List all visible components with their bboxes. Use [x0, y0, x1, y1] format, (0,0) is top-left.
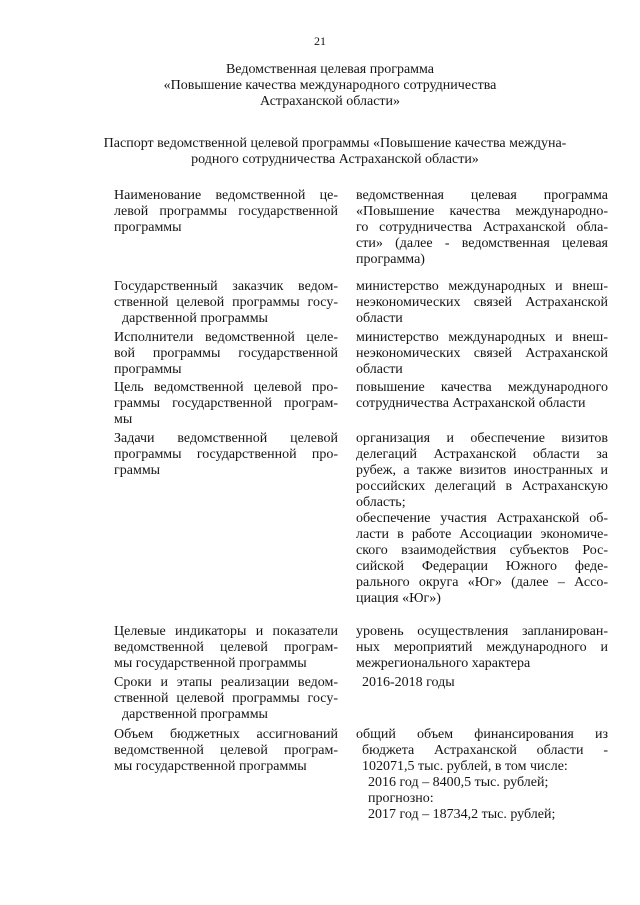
label-line: дарственной программы: [122, 311, 268, 326]
row-label-timeline: [114, 675, 338, 723]
value-line: ского взаимодействия субъектов Рос-: [356, 543, 608, 558]
value-line: министерство международных и внеш-: [356, 279, 608, 294]
label-line: Объем бюджетных ассигнований: [114, 727, 338, 742]
value-line: российских делегаций в Астраханскую: [356, 479, 608, 494]
row-value-name: [356, 188, 608, 268]
label-line: программы: [114, 220, 182, 235]
label-line: Сроки и этапы реализации ведом-: [114, 675, 338, 690]
row-value-tasks: [356, 431, 608, 607]
row-value-budget: [356, 727, 608, 823]
value-line: 102071,5 тыс. рублей, в том числе:: [362, 759, 568, 774]
passport-title: [100, 136, 570, 168]
value-line: сийской Федерации Южного феде-: [356, 559, 608, 574]
value-line: неэкономических связей Астраханской: [356, 346, 608, 361]
title-line: «Повышение качества международного сотрудничества: [163, 78, 497, 93]
value-line: 2016-2018 годы: [362, 675, 455, 690]
value-line: области: [356, 362, 403, 377]
value-line: обеспечение участия Астраханской об-: [356, 511, 608, 526]
row-label-tasks: [114, 431, 338, 479]
row-value-goal: [356, 380, 608, 412]
row-label-executors: [114, 330, 338, 378]
label-line: мы: [114, 412, 133, 427]
value-line: повышение качества международного: [356, 380, 608, 395]
value-line: организация и обеспечение визитов: [356, 431, 608, 446]
value-line: уровень осуществления запланирован-: [356, 624, 608, 639]
value-line: общий объем финансирования из: [356, 727, 608, 742]
label-line: программы: [114, 362, 182, 377]
title-line: Ведомственная целевая программа: [225, 62, 435, 77]
page-number: 21: [314, 34, 326, 48]
value-line: область;: [356, 495, 406, 510]
row-value-customer: [356, 279, 608, 327]
label-line: дарственной программы: [122, 707, 268, 722]
passport-title-line: Паспорт ведомственной целевой программы «Повышение качества междуна-: [103, 136, 567, 151]
value-line: рального округа «Юг» (далее – Ассо-: [356, 575, 608, 590]
title-line: Астраханской области»: [259, 94, 401, 109]
label-line: Целевые индикаторы и показатели: [114, 624, 338, 639]
value-line: ведомственная целевая программа: [356, 188, 608, 203]
row-value-timeline: [356, 675, 608, 691]
value-line: 2016 год – 8400,5 тыс. рублей;: [368, 775, 549, 790]
label-line: ственной целевой программы госу-: [114, 691, 338, 706]
label-line: мы государственной программы: [114, 656, 307, 671]
value-line: ных мероприятий международного и: [356, 640, 608, 655]
value-line: «Повышение качества международно-: [356, 204, 608, 219]
value-line: циация «Юг»): [356, 591, 441, 606]
passport-title-line: родного сотрудничества Астраханской области»: [191, 152, 479, 167]
label-line: Исполнители ведомственной целе-: [114, 330, 338, 345]
value-line: межрегионального характера: [356, 656, 531, 671]
value-line: го сотрудничества Астраханской обла-: [356, 220, 608, 235]
document-title: [150, 62, 510, 110]
label-line: вой программы государственной: [114, 346, 338, 361]
row-label-indicators: [114, 624, 338, 672]
label-line: Наименование ведомственной це-: [114, 188, 338, 203]
label-line: программы государственной про-: [114, 447, 338, 462]
label-line: Цель ведомственной целевой про-: [114, 380, 338, 395]
value-line: ласти в работе Ассоциации экономиче-: [356, 527, 608, 542]
value-line: делегаций Астраханской области за: [356, 447, 608, 462]
row-label-customer: [114, 279, 338, 327]
label-line: ственной целевой программы госу-: [114, 295, 338, 310]
label-line: ведомственной целевой програм-: [114, 743, 338, 758]
label-line: левой программы государственной: [114, 204, 338, 219]
value-line: министерство международных и внеш-: [356, 330, 608, 345]
row-label-budget: [114, 727, 338, 775]
label-line: Задачи ведомственной целевой: [114, 431, 338, 446]
value-line: прогнозно:: [368, 791, 434, 806]
label-line: граммы государственной програм-: [114, 396, 338, 411]
row-value-indicators: [356, 624, 608, 672]
label-line: Государственный заказчик ведом-: [114, 279, 338, 294]
value-line: рубеж, а также визитов иностранных и: [356, 463, 608, 478]
value-line: неэкономических связей Астраханской: [356, 295, 608, 310]
value-line: 2017 год – 18734,2 тыс. рублей;: [368, 807, 556, 822]
label-line: ведомственной целевой програм-: [114, 640, 338, 655]
value-line: программа): [356, 252, 425, 267]
label-line: мы государственной программы: [114, 759, 307, 774]
value-line: бюджета Астраханской области -: [362, 743, 608, 758]
row-value-executors: [356, 330, 608, 378]
row-label-goal: [114, 380, 338, 428]
label-line: граммы: [114, 463, 161, 478]
value-line: сти» (далее - ведомственная целевая: [356, 236, 608, 251]
value-line: сотрудничества Астраханской области: [356, 396, 586, 411]
row-label-name: [114, 188, 338, 236]
value-line: области: [356, 311, 403, 326]
